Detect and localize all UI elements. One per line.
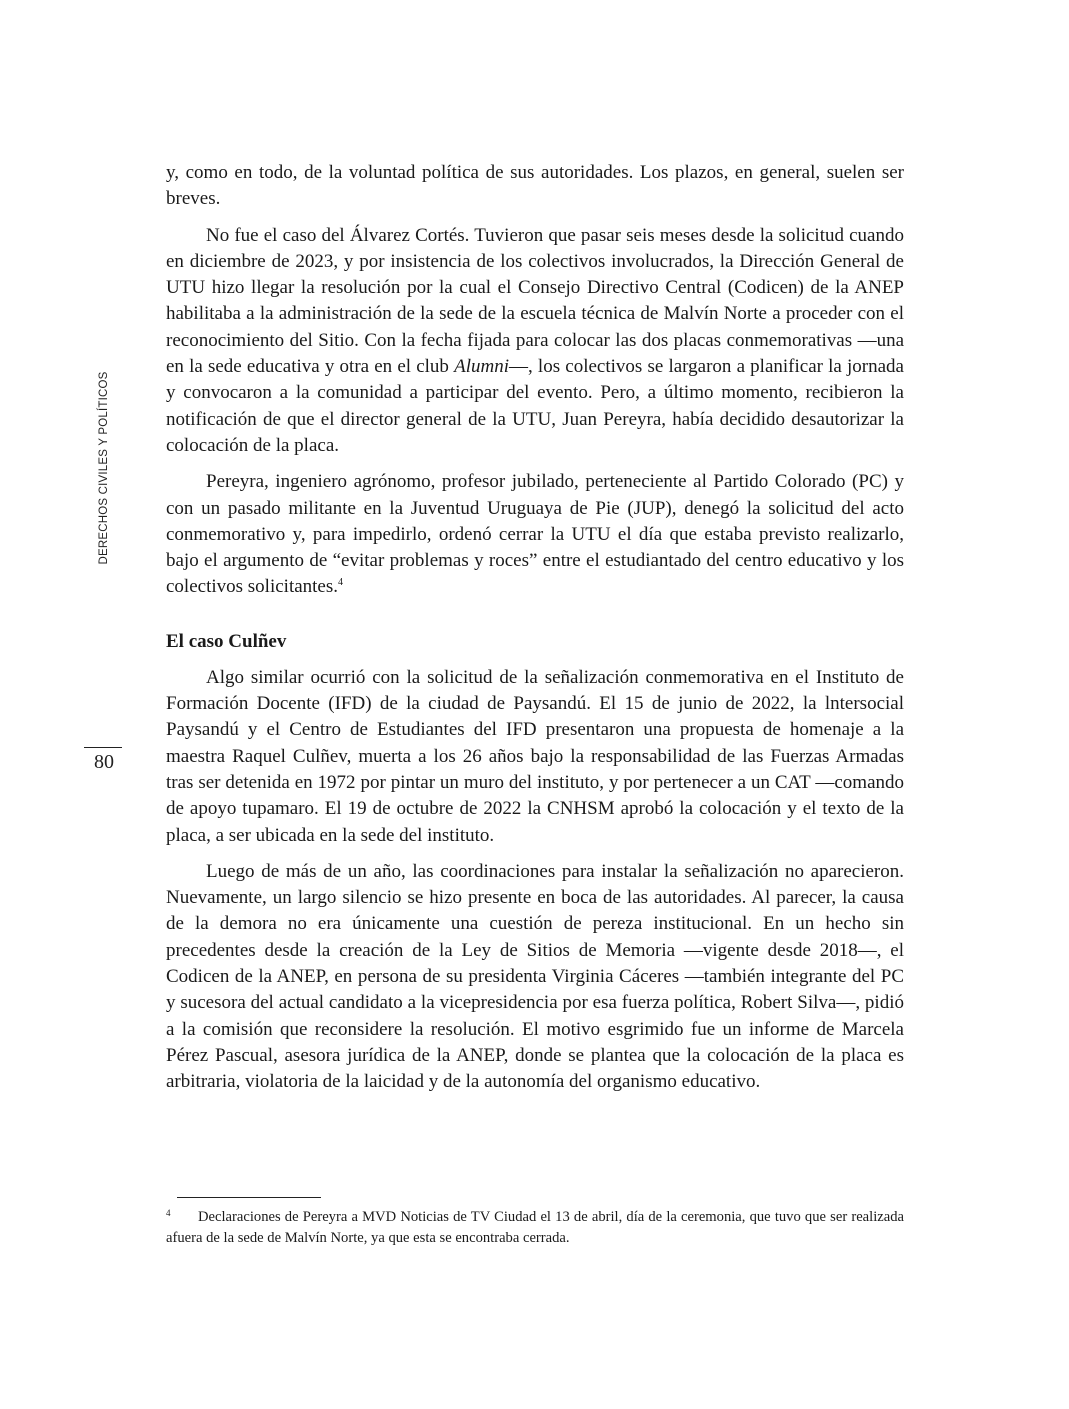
paragraph-5: Luego de más de un año, las coordinaciones para instalar la señalización no aparecieron. Nuevamente, un largo silencio se hizo presente en boca de las autoridades. Al parecer, la causa de la demora no era únicamente una cuestión de pereza institucional. En un hecho sin precedentes desde la creación de la Ley de Sitios de Memoria —vigente desde 2018—, el Codicen de la ANEP, en persona de su presidenta Virginia Cáceres —también integrante del PC y sucesora del actual candidato a la vicepresidencia por esa fuerza política, Robert Silva—, pidió a la comisión que reconsidere la resolución. El motivo esgrimido fue un informe de Marcela Pérez Pascual, asesora jurídica de la ANEP, donde se plantea que la colocación de la placa es arbitraria, violatoria de la laicidad y de la autonomía del organismo educativo. <box>166 860 904 1093</box>
page-number: 80 <box>94 751 114 773</box>
paragraph-2-italic: Alumni <box>454 356 509 378</box>
paragraph-2 <box>166 223 904 460</box>
page-number-rule <box>84 747 122 748</box>
body-text <box>166 160 904 1106</box>
paragraph-2-part-b: —, los colectivos se largaron a planificar la jornada y convocaron a la comunidad a participar del evento. Pero, a último momento, recibieron la notificación de que el director general de la UTU, Juan Pereyra, había decidido desautorizar la colocación de la placa. <box>166 356 904 456</box>
paragraph-4: Algo similar ocurrió con la solicitud de la señalización conmemorativa en el Instituto de Formación Docente (IFD) de la ciudad de Paysandú. El 15 de junio de 2022, la lntersocial Paysandú y el Centro de Estudiantes del IFD presentaron una propuesta de homenaje a la maestra Raquel Culñev, muerta a los 26 años bajo la responsabilidad de las Fuerzas Armadas tras ser detenida en 1972 por pintar un muro del instituto, y por pertenecer a un CAT —comando de apoyo tupamaro. El 19 de octubre de 2022 la CNHSM aprobó la colocación y el texto de la placa, a ser ubicada en la sede del instituto. <box>166 666 904 846</box>
footnote-reference: 4 <box>338 577 344 589</box>
footnote: 4 Declaraciones de Pereyra a MVD Noticias de TV Ciudad el 13 de abril, día de la ceremonia, que tuvo que ser realizada afuera de la sede de Malvín Norte, ya que esta se encontraba cerrada. <box>166 1208 904 1246</box>
footnote-text: Declaraciones de Pereyra a MVD Noticias de TV Ciudad el 13 de abril, día de la ceremonia, que tuvo que ser realizada afuera de la sede de Malvín Norte, ya que esta se encontraba cerrada. <box>166 1209 904 1246</box>
section-heading: El caso Culñev <box>166 630 287 652</box>
running-header-container <box>98 278 118 658</box>
paragraph-1: y, como en todo, de la voluntad política de sus autoridades. Los plazos, en general, suelen ser breves. <box>166 162 904 210</box>
running-header: DERECHOS CIVILES Y POLÍTICOS <box>98 371 110 565</box>
footnote-rule <box>177 1197 321 1198</box>
paragraph-2-part-a: No fue el caso del Álvarez Cortés. Tuvieron que pasar seis meses desde la solicitud cuando en diciembre de 2023, y por insistencia de los colectivos involucrados, la Dirección General de UTU hizo llegar la resolución por la cual el Consejo Directivo Central (Codicen) de la ANEP habilitaba a la administración de la sede de la escuela técnica de Malvín Norte a proceder con el reconocimiento del Sitio. Con la fecha fijada para colocar las dos placas conmemorativas —una en la sede educativa y otra en el club <box>166 224 904 378</box>
paragraph-3 <box>166 469 904 600</box>
paragraph-3-text: Pereyra, ingeniero agrónomo, profesor jubilado, perteneciente al Partido Colorado (PC) y con un pasado militante en la Juventud Uruguaya de Pie (JUP), denegó la solicitud del acto conmemorativo y, para impedirlo, ordenó cerrar la UTU el día que estaba previsto realizarlo, bajo el argumento de “evitar problemas y roces” entre el estudiantado del centro educativo y los colectivos solicitantes. <box>166 471 904 598</box>
